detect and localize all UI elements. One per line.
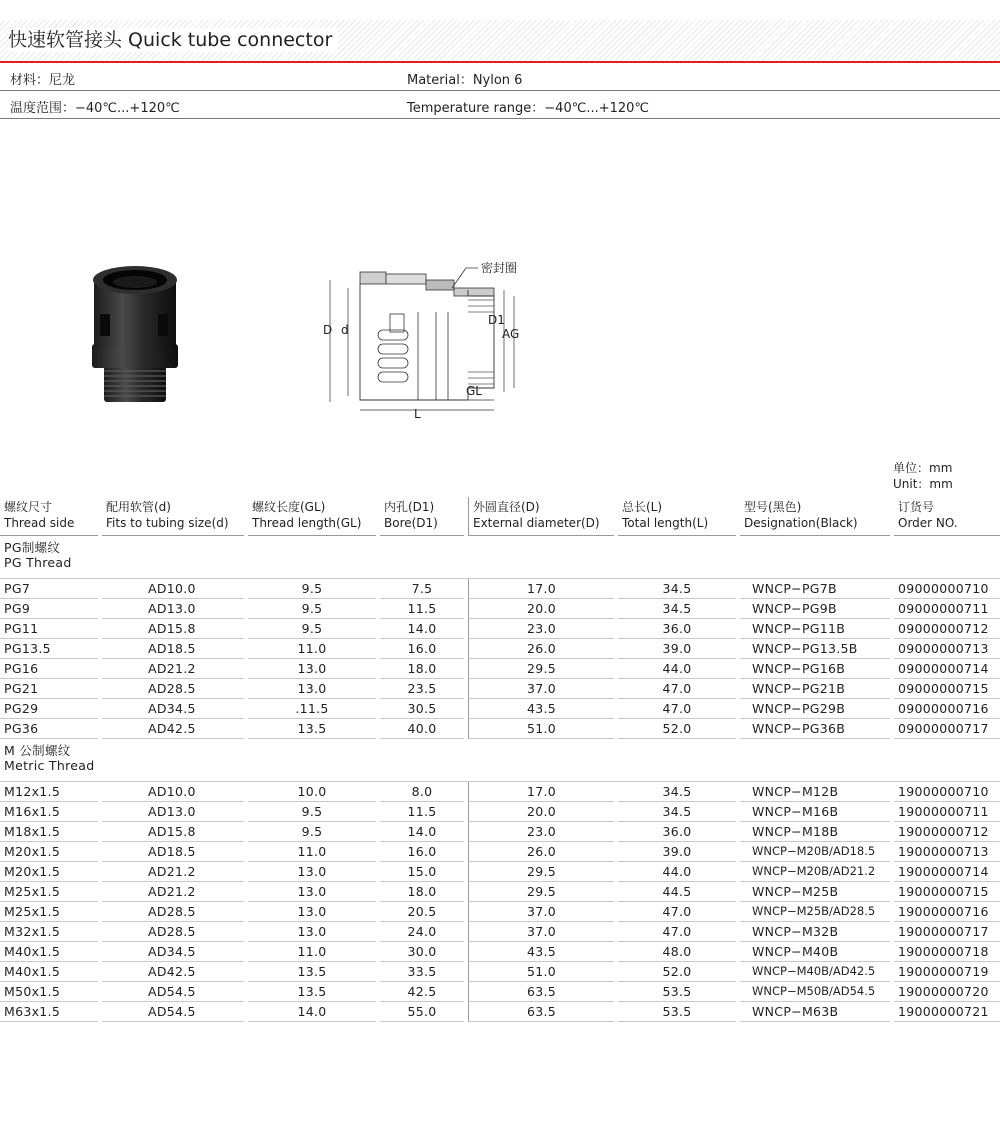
cell-designation: WNCP−PG36B: [740, 719, 890, 739]
cell-bore: 40.0: [380, 719, 464, 739]
cell-total-length: 39.0: [618, 842, 736, 862]
cell-external-diameter: 43.5: [468, 699, 614, 719]
cell-thread-size: M12x1.5: [0, 782, 98, 802]
cell-total-length: 36.0: [618, 619, 736, 639]
cell-thread-size: M50x1.5: [0, 982, 98, 1002]
cell-total-length: 52.0: [618, 719, 736, 739]
cell-bore: 16.0: [380, 842, 464, 862]
cell-designation: WNCP−PG11B: [740, 619, 890, 639]
table-row: [0, 599, 1000, 619]
temperature-en: Temperature range：−40℃...+120℃: [407, 101, 650, 116]
cell-bore: 33.5: [380, 962, 464, 982]
cell-tubing-size: AD18.5: [102, 639, 244, 659]
table-group-row: [0, 739, 1000, 782]
cell-tubing-size: AD10.0: [102, 782, 244, 802]
cell-thread-size: M16x1.5: [0, 802, 98, 822]
cell-total-length: 44.0: [618, 862, 736, 882]
cell-bore: 8.0: [380, 782, 464, 802]
cell-bore: 11.5: [380, 599, 464, 619]
cell-designation: WNCP−PG21B: [740, 679, 890, 699]
table-row: [0, 679, 1000, 699]
group-title-cn: M 公制螺纹: [4, 743, 71, 758]
cell-designation: WNCP−M63B: [740, 1002, 890, 1022]
cell-thread-size: M18x1.5: [0, 822, 98, 842]
table-header-row: [0, 497, 1000, 536]
cell-tubing-size: AD21.2: [102, 659, 244, 679]
cell-order-no: 19000000716: [894, 902, 1000, 922]
cell-order-no: 19000000720: [894, 982, 1000, 1002]
cell-thread-size: PG21: [0, 679, 98, 699]
cell-thread-size: M63x1.5: [0, 1002, 98, 1022]
cell-thread-length: 13.0: [248, 659, 376, 679]
cell-order-no: 19000000717: [894, 922, 1000, 942]
col-bore: 内孔(D1) Bore(D1): [380, 497, 464, 536]
cell-designation: WNCP−M25B: [740, 882, 890, 902]
cell-total-length: 39.0: [618, 639, 736, 659]
cell-total-length: 34.5: [618, 599, 736, 619]
units-cn: 单位：mm: [893, 461, 953, 475]
cell-external-diameter: 17.0: [468, 782, 614, 802]
group-title-en: PG Thread: [4, 555, 72, 570]
cell-external-diameter: 26.0: [468, 639, 614, 659]
col-thread-length: 螺纹长度(GL) Thread length(GL): [248, 497, 376, 536]
cell-bore: 23.5: [380, 679, 464, 699]
cell-thread-length: 13.5: [248, 982, 376, 1002]
table-row: [0, 579, 1000, 599]
cell-bore: 55.0: [380, 1002, 464, 1022]
cell-thread-size: PG11: [0, 619, 98, 639]
cell-bore: 14.0: [380, 619, 464, 639]
cell-external-diameter: 26.0: [468, 842, 614, 862]
cell-designation: WNCP−M20B/AD18.5: [740, 842, 890, 862]
cell-thread-size: M20x1.5: [0, 862, 98, 882]
cell-tubing-size: AD28.5: [102, 922, 244, 942]
dim-D-label: D: [323, 323, 333, 337]
cell-bore: 30.0: [380, 942, 464, 962]
cell-designation: WNCP−M40B/AD42.5: [740, 962, 890, 982]
cell-designation: WNCP−M12B: [740, 782, 890, 802]
cell-external-diameter: 51.0: [468, 962, 614, 982]
cell-thread-size: M32x1.5: [0, 922, 98, 942]
cell-thread-length: 13.0: [248, 922, 376, 942]
cell-designation: WNCP−PG7B: [740, 579, 890, 599]
cell-bore: 30.5: [380, 699, 464, 719]
cell-total-length: 44.0: [618, 659, 736, 679]
spec-table: [0, 497, 1000, 1022]
col-thread-side: 螺纹尺寸 Thread side: [0, 497, 98, 536]
cell-external-diameter: 51.0: [468, 719, 614, 739]
group-title: [0, 739, 1000, 782]
cell-order-no: 19000000714: [894, 862, 1000, 882]
cell-thread-size: PG7: [0, 579, 98, 599]
cell-thread-length: 11.0: [248, 842, 376, 862]
cell-tubing-size: AD54.5: [102, 1002, 244, 1022]
cell-external-diameter: 29.5: [468, 882, 614, 902]
cell-tubing-size: AD13.0: [102, 802, 244, 822]
cell-designation: WNCP−M40B: [740, 942, 890, 962]
cell-thread-length: 10.0: [248, 782, 376, 802]
cell-thread-length: 13.5: [248, 719, 376, 739]
col-external-diameter: 外圆直径(D) External diameter(D): [468, 497, 614, 536]
dim-d-label: d: [341, 323, 349, 337]
cell-bore: 7.5: [380, 579, 464, 599]
cell-thread-size: PG9: [0, 599, 98, 619]
units-note: [893, 460, 953, 492]
cell-external-diameter: 23.0: [468, 822, 614, 842]
cell-order-no: 09000000713: [894, 639, 1000, 659]
group-title-cn: PG制螺纹: [4, 540, 61, 555]
cell-total-length: 53.5: [618, 1002, 736, 1022]
cell-total-length: 48.0: [618, 942, 736, 962]
cell-external-diameter: 63.5: [468, 1002, 614, 1022]
title-bar: [0, 20, 1000, 60]
cell-thread-size: M25x1.5: [0, 902, 98, 922]
cell-order-no: 09000000711: [894, 599, 1000, 619]
cell-designation: WNCP−M16B: [740, 802, 890, 822]
cell-order-no: 09000000717: [894, 719, 1000, 739]
cell-thread-length: 14.0: [248, 1002, 376, 1022]
cell-thread-size: M20x1.5: [0, 842, 98, 862]
cell-thread-length: .11.5: [248, 699, 376, 719]
cell-tubing-size: AD34.5: [102, 699, 244, 719]
cell-order-no: 19000000718: [894, 942, 1000, 962]
table-row: [0, 942, 1000, 962]
cell-thread-length: 9.5: [248, 822, 376, 842]
cell-bore: 14.0: [380, 822, 464, 842]
cell-designation: WNCP−M20B/AD21.2: [740, 862, 890, 882]
cell-order-no: 09000000712: [894, 619, 1000, 639]
cell-thread-length: 11.0: [248, 639, 376, 659]
col-total-length: 总长(L) Total length(L): [618, 497, 736, 536]
cell-order-no: 09000000714: [894, 659, 1000, 679]
material-cn: 材料：尼龙: [10, 73, 76, 88]
col-order-no: 订货号 Order NO.: [894, 497, 1000, 536]
cell-tubing-size: AD15.8: [102, 619, 244, 639]
table-row: [0, 699, 1000, 719]
cell-tubing-size: AD10.0: [102, 579, 244, 599]
cell-total-length: 47.0: [618, 699, 736, 719]
cell-total-length: 47.0: [618, 902, 736, 922]
cell-total-length: 36.0: [618, 822, 736, 842]
cell-order-no: 19000000711: [894, 802, 1000, 822]
cell-thread-length: 13.0: [248, 882, 376, 902]
cell-order-no: 19000000710: [894, 782, 1000, 802]
cell-designation: WNCP−PG9B: [740, 599, 890, 619]
cell-tubing-size: AD21.2: [102, 862, 244, 882]
cell-order-no: 09000000715: [894, 679, 1000, 699]
cell-bore: 18.0: [380, 882, 464, 902]
cell-external-diameter: 37.0: [468, 902, 614, 922]
cell-external-diameter: 20.0: [468, 802, 614, 822]
table-row: [0, 842, 1000, 862]
cell-tubing-size: AD28.5: [102, 679, 244, 699]
table-row: [0, 639, 1000, 659]
table-row: [0, 782, 1000, 802]
cell-bore: 24.0: [380, 922, 464, 942]
cell-tubing-size: AD28.5: [102, 902, 244, 922]
cell-external-diameter: 29.5: [468, 862, 614, 882]
cell-external-diameter: 37.0: [468, 679, 614, 699]
temperature-cn: 温度范围：−40℃...+120℃: [10, 101, 180, 116]
cell-thread-size: PG36: [0, 719, 98, 739]
cell-external-diameter: 20.0: [468, 599, 614, 619]
table-row: [0, 659, 1000, 679]
col-designation: 型号(黑色) Designation(Black): [740, 497, 890, 536]
cell-total-length: 34.5: [618, 579, 736, 599]
cell-external-diameter: 23.0: [468, 619, 614, 639]
cell-tubing-size: AD15.8: [102, 822, 244, 842]
cell-total-length: 53.5: [618, 982, 736, 1002]
divider: [0, 118, 1000, 119]
cell-total-length: 34.5: [618, 802, 736, 822]
cell-thread-size: PG16: [0, 659, 98, 679]
dim-D1-label: D1: [488, 313, 505, 327]
cell-thread-length: 9.5: [248, 802, 376, 822]
temperature-row: [0, 91, 1000, 119]
material-en: Material：Nylon 6: [407, 73, 523, 88]
cell-thread-length: 9.5: [248, 579, 376, 599]
cell-designation: WNCP−M32B: [740, 922, 890, 942]
cell-thread-length: 13.0: [248, 862, 376, 882]
table-row: [0, 862, 1000, 882]
cell-designation: WNCP−M50B/AD54.5: [740, 982, 890, 1002]
cell-external-diameter: 37.0: [468, 922, 614, 942]
cell-thread-length: 13.5: [248, 962, 376, 982]
cell-tubing-size: AD13.0: [102, 599, 244, 619]
cell-tubing-size: AD34.5: [102, 942, 244, 962]
table-row: [0, 1002, 1000, 1022]
cell-order-no: 09000000716: [894, 699, 1000, 719]
cell-external-diameter: 63.5: [468, 982, 614, 1002]
cell-bore: 16.0: [380, 639, 464, 659]
cell-bore: 42.5: [380, 982, 464, 1002]
product-photo: [86, 258, 186, 406]
cell-thread-size: PG29: [0, 699, 98, 719]
cell-external-diameter: 43.5: [468, 942, 614, 962]
cell-external-diameter: 29.5: [468, 659, 614, 679]
col-tubing-size: 配用软管(d) Fits to tubing size(d): [102, 497, 244, 536]
cell-tubing-size: AD42.5: [102, 719, 244, 739]
dim-AG-label: AG: [502, 327, 520, 341]
cell-thread-length: 9.5: [248, 619, 376, 639]
table-row: [0, 922, 1000, 942]
cell-bore: 18.0: [380, 659, 464, 679]
cell-designation: WNCP−PG13.5B: [740, 639, 890, 659]
table-group-row: [0, 536, 1000, 579]
cell-tubing-size: AD54.5: [102, 982, 244, 1002]
cell-designation: WNCP−M18B: [740, 822, 890, 842]
cross-section-drawing: [318, 252, 528, 422]
page-title: 快速软管接头 Quick tube connector: [8, 28, 338, 52]
cell-designation: WNCP−M25B/AD28.5: [740, 902, 890, 922]
cell-designation: WNCP−PG29B: [740, 699, 890, 719]
table-row: [0, 882, 1000, 902]
material-row: [0, 63, 1000, 91]
cell-thread-size: M25x1.5: [0, 882, 98, 902]
table-row: [0, 719, 1000, 739]
table-row: [0, 982, 1000, 1002]
cell-order-no: 19000000712: [894, 822, 1000, 842]
cell-bore: 11.5: [380, 802, 464, 822]
cell-bore: 15.0: [380, 862, 464, 882]
cell-thread-length: 11.0: [248, 942, 376, 962]
cell-tubing-size: AD42.5: [102, 962, 244, 982]
cell-thread-length: 13.0: [248, 679, 376, 699]
group-title: [0, 536, 1000, 579]
cell-tubing-size: AD18.5: [102, 842, 244, 862]
seal-label: 密封圈: [481, 261, 518, 275]
cell-tubing-size: AD21.2: [102, 882, 244, 902]
cell-thread-length: 13.0: [248, 902, 376, 922]
cell-order-no: 19000000719: [894, 962, 1000, 982]
table-row: [0, 619, 1000, 639]
dim-L-label: L: [414, 407, 421, 421]
cell-total-length: 52.0: [618, 962, 736, 982]
cell-designation: WNCP−PG16B: [740, 659, 890, 679]
cell-order-no: 19000000713: [894, 842, 1000, 862]
dim-GL-label: GL: [466, 384, 482, 398]
cell-total-length: 47.0: [618, 679, 736, 699]
cell-thread-size: M40x1.5: [0, 942, 98, 962]
table-row: [0, 902, 1000, 922]
cell-thread-length: 9.5: [248, 599, 376, 619]
cell-thread-size: M40x1.5: [0, 962, 98, 982]
group-title-en: Metric Thread: [4, 758, 95, 773]
cell-total-length: 34.5: [618, 782, 736, 802]
cell-thread-size: PG13.5: [0, 639, 98, 659]
cell-order-no: 19000000715: [894, 882, 1000, 902]
table-row: [0, 802, 1000, 822]
table-row: [0, 962, 1000, 982]
cell-total-length: 44.5: [618, 882, 736, 902]
cell-order-no: 09000000710: [894, 579, 1000, 599]
cell-order-no: 19000000721: [894, 1002, 1000, 1022]
table-row: [0, 822, 1000, 842]
units-en: Unit：mm: [893, 477, 953, 491]
cell-external-diameter: 17.0: [468, 579, 614, 599]
cell-bore: 20.5: [380, 902, 464, 922]
cell-total-length: 47.0: [618, 922, 736, 942]
